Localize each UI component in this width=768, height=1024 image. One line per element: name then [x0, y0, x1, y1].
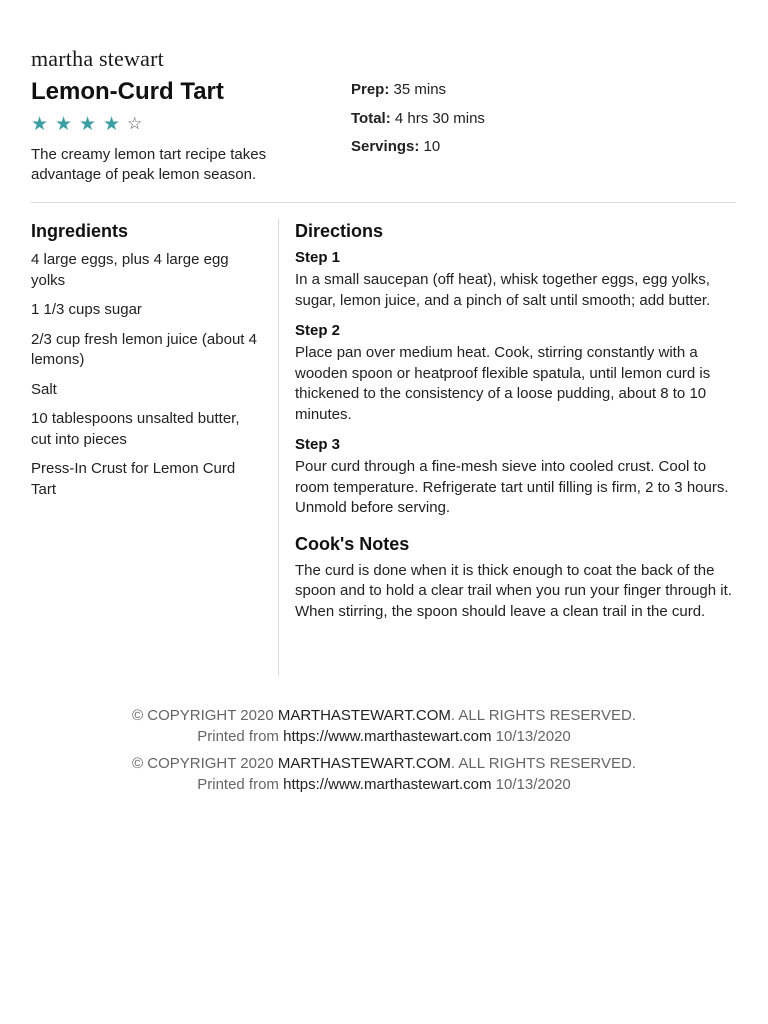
star-rating	[31, 114, 146, 134]
ingredient-item: 10 tablespoons unsalted butter, cut into pieces	[31, 410, 240, 448]
recipe-meta	[351, 80, 485, 166]
total-value: 4 hrs 30 mins	[394, 109, 485, 127]
ingredients-section	[31, 218, 263, 509]
ingredient-item: Press-In Crust for Lemon Curd Tart	[31, 460, 236, 498]
site-name: MARTHASTEWART.COM	[277, 707, 451, 724]
total-label: Total:	[351, 109, 391, 127]
source-url-link[interactable]: https://www.marthastewart.com	[283, 727, 492, 745]
copyright-prefix: © COPYRIGHT 2020	[132, 755, 278, 772]
servings-value: 10	[423, 138, 441, 155]
rights-text: . ALL RIGHTS RESERVED.	[450, 755, 636, 772]
printed-line	[0, 727, 768, 748]
step-label: Step 2	[295, 322, 341, 339]
printed-from-label: Printed from	[197, 775, 284, 793]
brand-logo: martha stewart	[31, 46, 164, 71]
star-filled-icon: ★	[31, 113, 49, 135]
printed-from-label: Printed from	[197, 727, 284, 745]
source-url-link[interactable]: https://www.marthastewart.com	[283, 775, 492, 793]
ingredient-item: 4 large eggs, plus 4 large egg yolks	[31, 251, 229, 289]
directions-section	[295, 218, 740, 622]
cooks-notes-heading: Cook's Notes	[295, 533, 410, 554]
recipe-title: Lemon-Curd Tart	[31, 78, 224, 105]
total-time	[351, 109, 485, 129]
prep-value: 35 mins	[393, 81, 447, 98]
rights-text: . ALL RIGHTS RESERVED.	[450, 707, 636, 724]
copyright-prefix: © COPYRIGHT 2020	[132, 707, 278, 724]
servings-label: Servings:	[351, 138, 420, 155]
recipe-summary: The creamy lemon tart recipe takes advantage of peak lemon season.	[31, 146, 267, 183]
ingredients-list	[31, 250, 263, 500]
print-date: 10/13/2020	[491, 727, 571, 745]
copyright-line	[0, 754, 768, 775]
copyright-line	[0, 706, 768, 727]
star-filled-icon: ★	[55, 113, 73, 135]
printed-line	[0, 775, 768, 796]
prep-time	[351, 80, 485, 100]
ingredient-item: 2/3 cup fresh lemon juice (about 4 lemons)	[31, 330, 257, 368]
column-divider	[278, 219, 279, 676]
step-text: Pour curd through a fine-mesh sieve into cooled crust. Cool to room temperature. Refrigerate tart until filling is firm, 2 to 3 hours. Unmold before serving.	[295, 458, 729, 516]
step-label: Step 1	[295, 249, 341, 266]
star-filled-icon: ★	[103, 113, 121, 135]
cooks-notes-text: The curd is done when it is thick enough to coat the back of the spoon and to hold a clear trail when you run your finger through it. When stirring, the spoon should leave a clean trail in the curd.	[295, 561, 732, 620]
directions-heading: Directions	[295, 221, 384, 241]
star-empty-icon: ☆	[127, 114, 143, 134]
header-divider	[31, 202, 736, 203]
print-date: 10/13/2020	[491, 775, 571, 793]
prep-label: Prep:	[351, 81, 390, 98]
ingredient-item: Salt	[31, 380, 57, 398]
site-name: MARTHASTEWART.COM	[277, 755, 451, 772]
copyright-footer	[0, 754, 768, 795]
servings	[351, 137, 485, 157]
star-filled-icon: ★	[79, 113, 97, 135]
ingredients-heading: Ingredients	[31, 221, 129, 241]
step-text: In a small saucepan (off heat), whisk together eggs, egg yolks, sugar, lemon juice, and a pinch of salt until smooth; add butter.	[295, 271, 711, 309]
ingredient-item: 1 1/3 cups sugar	[31, 301, 142, 318]
step-text: Place pan over medium heat. Cook, stirring constantly with a wooden spoon or heatproof flexible spatula, until lemon curd is thickened to the consistency of a loose pudding, about 8 to 10 minutes.	[295, 344, 711, 423]
copyright-footer	[0, 706, 768, 747]
step-label: Step 3	[295, 436, 341, 453]
